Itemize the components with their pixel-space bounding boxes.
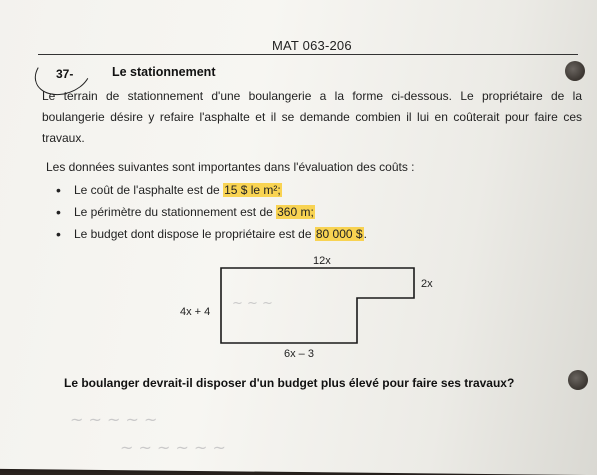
pencil-scribble: ~ ~ ~ ~ ~ ~ [120,438,226,457]
pencil-scribble: ~ ~ ~ ~ ~ [70,410,158,429]
right-side-label: 2x [421,278,433,290]
data-intro: Les données suivantes sont importantes dans l'évaluation des coûts : [46,160,415,174]
bullet-text: Le budget dont dispose le propriétaire est de [74,227,315,241]
exercise-title: Le stationnement [112,65,216,79]
bottom-side-label: 6x – 3 [284,348,314,360]
pencil-scribble: ~ ~ ~ [232,296,273,311]
highlighted-value: 80 000 $ [315,227,363,241]
question: Le boulanger devrait-il disposer d'un budget plus élevé pour faire ses travaux? [64,376,515,390]
course-code: MAT 063-206 [272,38,352,53]
highlighted-value: 360 m; [277,205,314,219]
top-side-label: 12x [313,255,331,267]
highlighted-value: 15 $ le m²; [224,183,281,197]
bullet-text: Le périmètre du stationnement est de [74,205,277,219]
exercise-number: 37- [56,67,74,81]
problem-statement: Le terrain de stationnement d'une boulangerie a la forme ci-dessous. Le propriétaire de la boulangerie désire y refaire l'asphalte et il se demande combien il lui en coûterait pour faire ces travaux. [42,89,582,145]
binder-hole [565,61,585,81]
binder-hole [568,370,588,390]
bullet-suffix: . [363,227,367,241]
bullet-text: Le coût de l'asphalte est de [74,183,224,197]
left-side-label: 4x + 4 [180,306,211,318]
